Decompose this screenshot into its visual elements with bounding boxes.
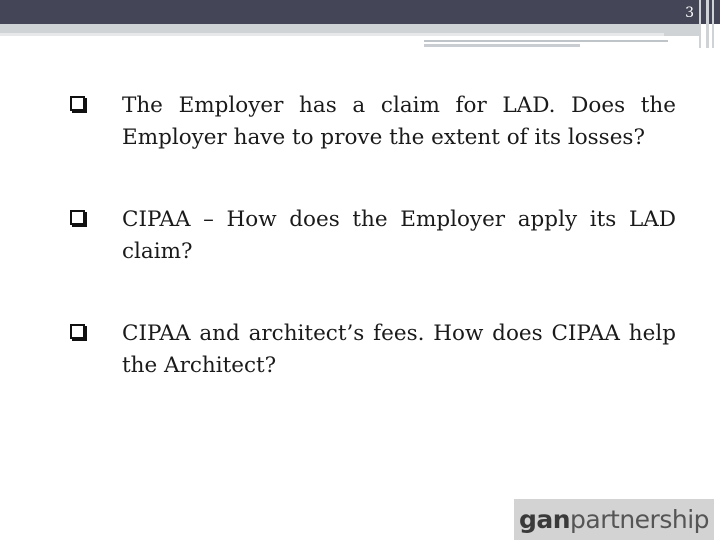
decorative-line-upper: [424, 40, 668, 42]
slide-number: 3: [685, 5, 694, 21]
logo-text-gan: gan: [518, 505, 571, 534]
checkbox-bullet-icon: [70, 324, 85, 339]
checkbox-bullet-icon: [70, 96, 85, 111]
bullet-item: [70, 204, 676, 268]
bullet-list: [70, 90, 676, 404]
logo-text-partnership: partnership: [570, 505, 710, 534]
company-logo: [514, 499, 714, 540]
bullet-text: The Employer has a claim for LAD. Does the Employer have to prove the extent of its losses?: [122, 93, 676, 150]
checkbox-bullet-icon: [70, 210, 85, 225]
bullet-text: CIPAA – How does the Employer apply its LAD claim?: [122, 207, 676, 264]
decorative-vertical-line: [712, 0, 714, 48]
top-banner: [0, 0, 720, 24]
bullet-text: CIPAA and architect’s fees. How does CIPAA help the Architect?: [122, 321, 676, 378]
bullet-item: [70, 318, 676, 382]
bullet-item: [70, 90, 676, 154]
decorative-vertical-line: [699, 0, 701, 48]
decorative-line-lower: [424, 44, 580, 47]
decorative-band-highlight: [0, 33, 664, 36]
decorative-vertical-line: [706, 0, 709, 48]
